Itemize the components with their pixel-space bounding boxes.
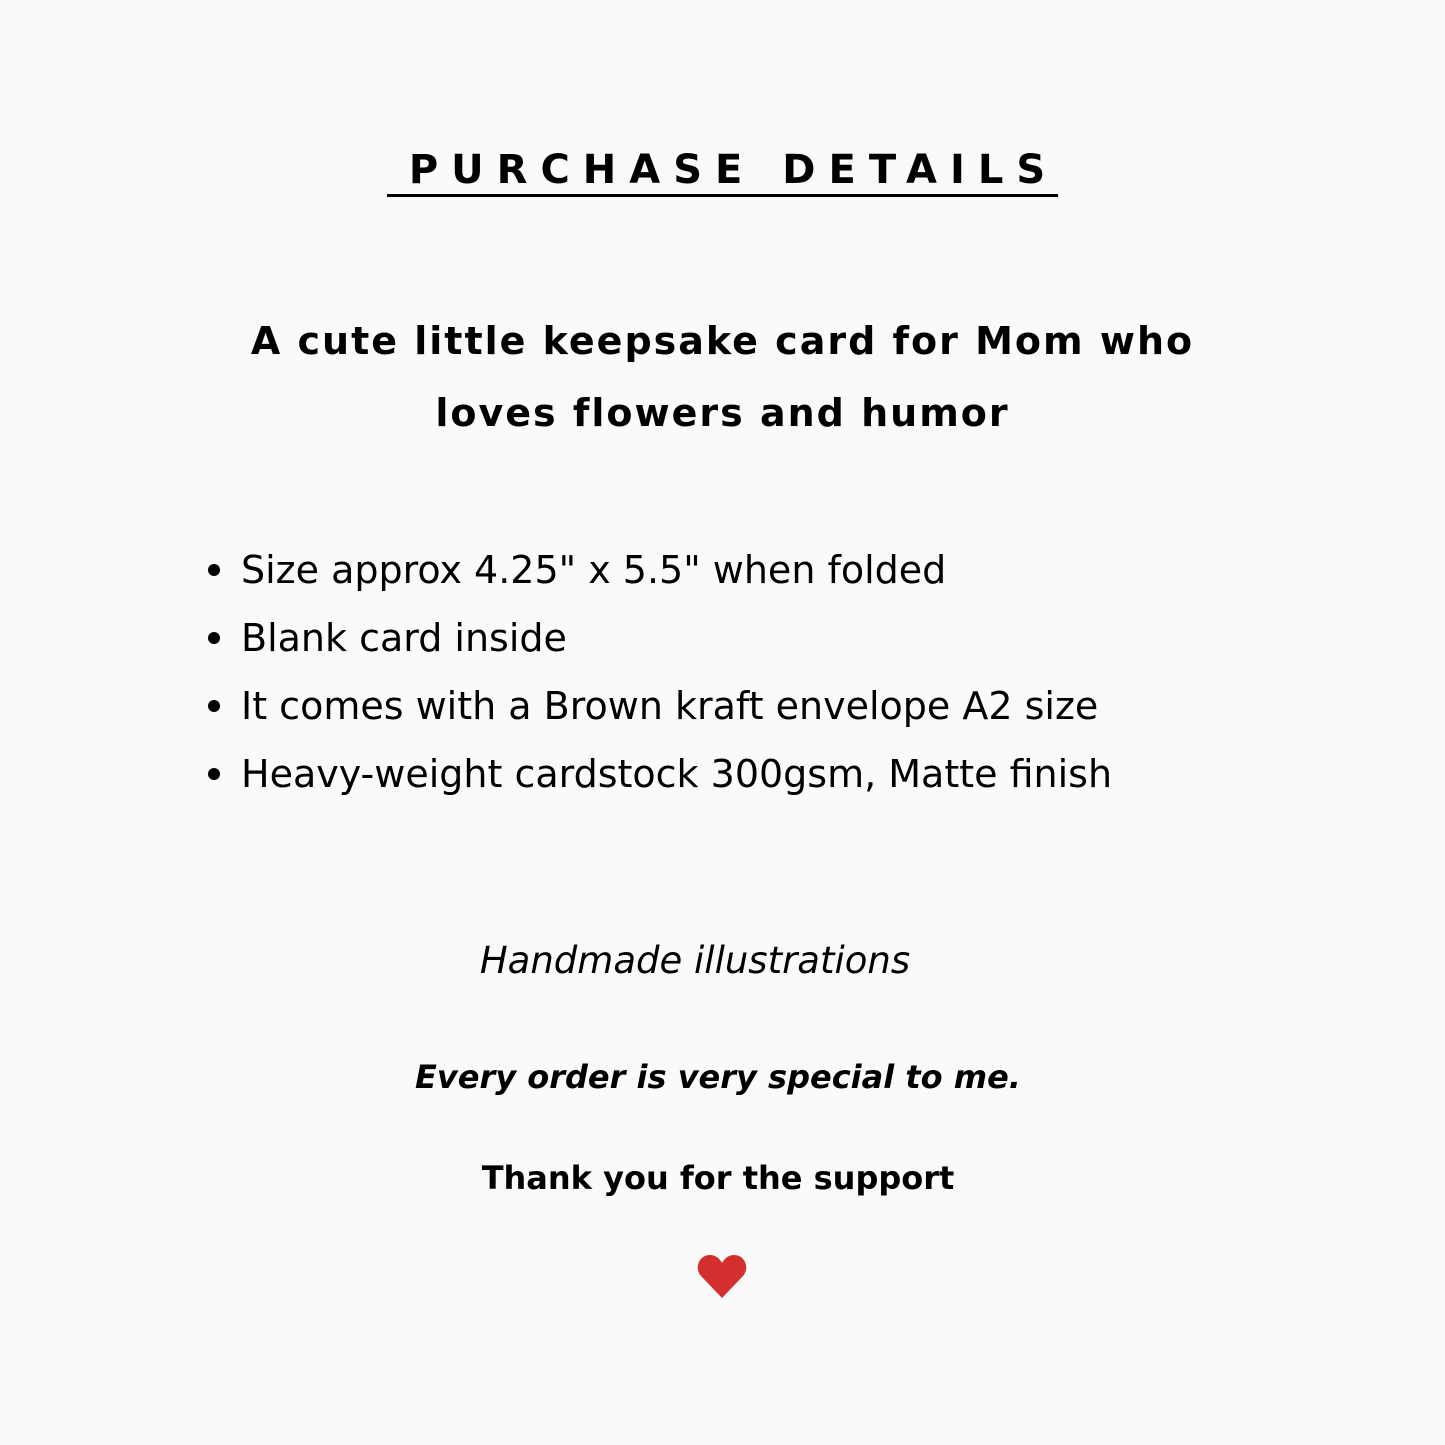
list-item bbox=[208, 672, 1112, 740]
list-item bbox=[208, 740, 1112, 808]
thanks-note: Thank you for the support bbox=[481, 1159, 955, 1197]
heart-icon bbox=[696, 1250, 748, 1302]
intro-line-2: loves flowers and humor bbox=[435, 391, 1010, 435]
spec-blank: Blank card inside bbox=[241, 616, 567, 660]
spec-size: Size approx 4.25" x 5.5" when folded bbox=[241, 548, 947, 592]
bullet-icon bbox=[208, 768, 220, 780]
handmade-note: Handmade illustrations bbox=[479, 939, 911, 982]
page-title: PURCHASE DETAILS bbox=[387, 148, 1058, 197]
specs-list bbox=[208, 536, 1112, 808]
list-item bbox=[208, 536, 1112, 604]
list-item bbox=[208, 604, 1112, 672]
intro-line-1: A cute little keepsake card for Mom who bbox=[250, 319, 1195, 363]
bullet-icon bbox=[208, 564, 220, 576]
bullet-icon bbox=[208, 700, 220, 712]
intro-text bbox=[0, 305, 1445, 449]
spec-cardstock: Heavy-weight cardstock 300gsm, Matte finish bbox=[241, 752, 1113, 796]
title-container bbox=[0, 148, 1445, 197]
special-note: Every order is very special to me. bbox=[415, 1058, 1021, 1096]
spec-envelope: It comes with a Brown kraft envelope A2 size bbox=[241, 684, 1099, 728]
bullet-icon bbox=[208, 632, 220, 644]
